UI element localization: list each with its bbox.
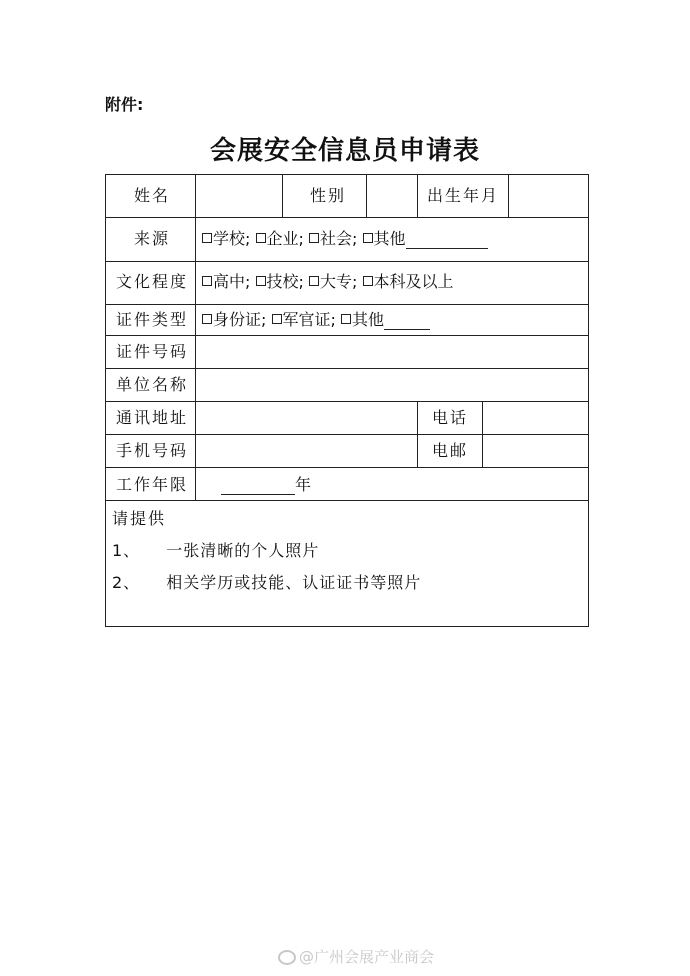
name-label: 姓名 <box>134 186 171 205</box>
company-label: 单位名称 <box>116 375 189 394</box>
checkbox-icon <box>256 276 266 286</box>
company-field[interactable] <box>196 369 588 401</box>
id-type-option-id-card[interactable]: 身份证; <box>202 310 266 329</box>
id-number-label: 证件号码 <box>116 342 189 361</box>
checkbox-icon <box>202 233 212 243</box>
checkbox-icon <box>363 276 373 286</box>
work-years-unit: 年 <box>295 475 312 494</box>
email-label: 电邮 <box>432 441 469 460</box>
source-option-other[interactable]: 其他 <box>363 229 406 248</box>
phone-label: 电话 <box>432 408 469 427</box>
work-years-entry <box>221 475 311 495</box>
application-form-table <box>105 174 589 627</box>
birth-date-field[interactable] <box>509 175 588 217</box>
work-years-blank[interactable] <box>221 478 295 495</box>
source-option-enterprise[interactable]: 企业; <box>256 229 304 248</box>
id-type-options <box>202 310 430 330</box>
watermark-text: @广州会展产业商会 <box>299 948 435 966</box>
source-option-school[interactable]: 学校; <box>202 229 250 248</box>
watermark <box>278 946 434 967</box>
address-field[interactable] <box>196 402 417 434</box>
name-field[interactable] <box>196 175 282 217</box>
source-options <box>202 229 488 249</box>
checkbox-icon <box>272 314 282 324</box>
weibo-logo-icon <box>278 950 296 965</box>
provide-label: 请提供 <box>112 509 167 528</box>
source-label: 来源 <box>134 229 171 248</box>
education-option-high-school[interactable]: 高中; <box>202 272 250 291</box>
checkbox-icon <box>309 276 319 286</box>
phone-field[interactable] <box>483 402 588 434</box>
source-other-blank[interactable] <box>406 232 488 249</box>
source-option-society[interactable]: 社会; <box>309 229 357 248</box>
work-years-label: 工作年限 <box>116 475 189 494</box>
address-label: 通讯地址 <box>116 408 189 427</box>
id-type-label: 证件类型 <box>116 310 189 329</box>
id-type-option-other[interactable]: 其他 <box>341 310 384 329</box>
provide-item: 2、 相关学历或技能、认证证书等照片 <box>112 573 422 592</box>
education-option-bachelor[interactable]: 本科及以上 <box>363 272 454 291</box>
form-title: 会展安全信息员申请表 <box>209 136 480 166</box>
id-number-field[interactable] <box>196 336 588 368</box>
checkbox-icon <box>363 233 373 243</box>
education-options <box>202 272 454 292</box>
birth-date-label: 出生年月 <box>427 186 500 205</box>
provide-item: 1、 一张清晰的个人照片 <box>112 541 320 560</box>
checkbox-icon <box>341 314 351 324</box>
education-option-college[interactable]: 大专; <box>309 272 357 291</box>
checkbox-icon <box>202 314 212 324</box>
checkbox-icon <box>202 276 212 286</box>
id-type-other-blank[interactable] <box>384 313 430 330</box>
mobile-label: 手机号码 <box>116 441 189 460</box>
education-label: 文化程度 <box>116 272 189 291</box>
id-type-option-officer[interactable]: 军官证; <box>272 310 336 329</box>
checkbox-icon <box>256 233 266 243</box>
mobile-field[interactable] <box>196 435 417 467</box>
education-option-technical[interactable]: 技校; <box>256 272 304 291</box>
email-field[interactable] <box>483 435 588 467</box>
gender-field[interactable] <box>367 175 417 217</box>
attachment-label: 附件: <box>105 95 144 114</box>
checkbox-icon <box>309 233 319 243</box>
gender-label: 性别 <box>310 186 347 205</box>
